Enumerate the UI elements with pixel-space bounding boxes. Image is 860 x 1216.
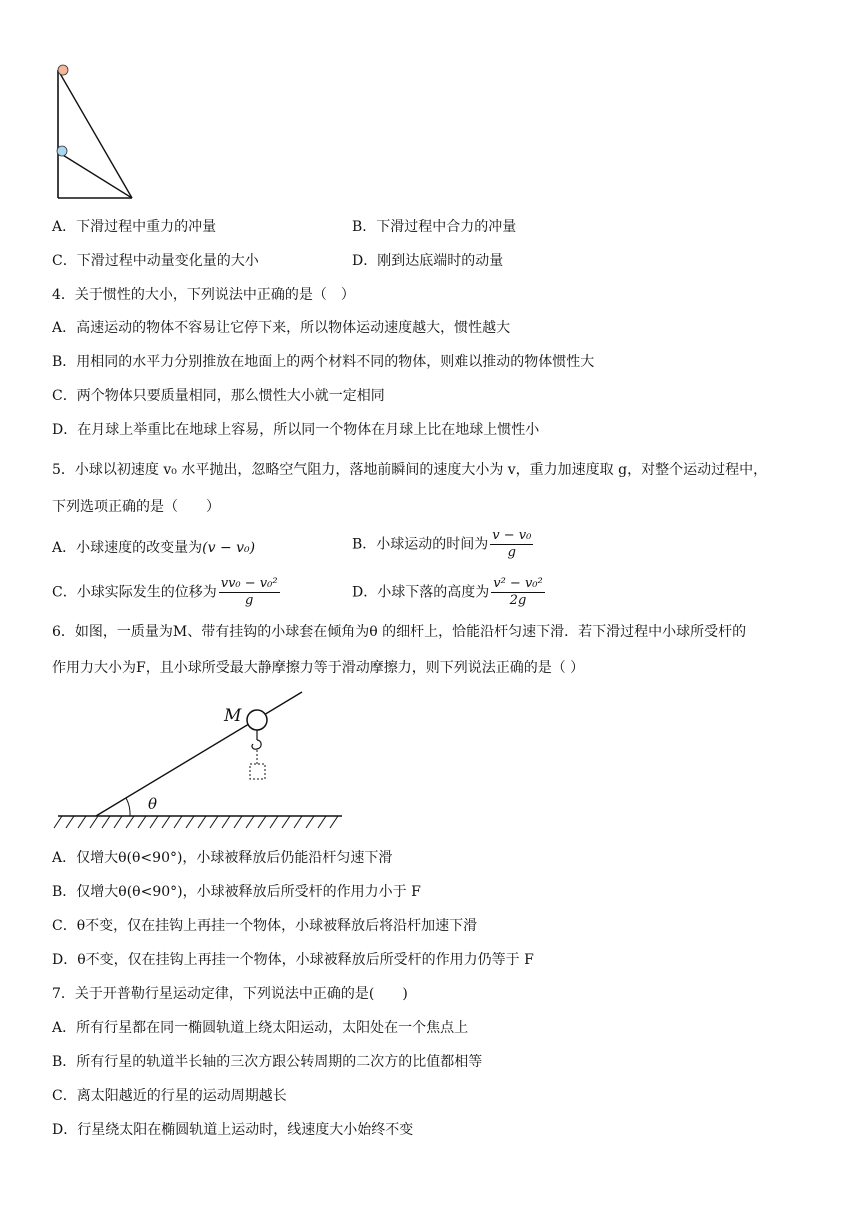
q5-option-c-text: C．小球实际发生的位移为 xyxy=(52,584,217,601)
q7-option-c: C．离太阳越近的行星的运动周期越长 xyxy=(52,1088,287,1104)
q5-option-c-fraction xyxy=(219,576,280,609)
q5-option-a-text: A．小球速度的改变量为 xyxy=(52,540,203,556)
q5-option-b-numerator: v − v₀ xyxy=(492,528,532,543)
q4-stem: 4．关于惯性的大小，下列说法中正确的是（ ） xyxy=(52,287,355,303)
q5-option-d-denominator: 2g xyxy=(509,593,527,608)
q5-option-c-numerator: vv₀ − v₀² xyxy=(220,576,278,591)
q7-option-b: B．所有行星的轨道半长轴的三次方跟公转周期的二次方的比值都相等 xyxy=(52,1054,483,1070)
q5-option-c-denominator: g xyxy=(244,593,254,608)
q6-option-a: A．仅增大θ(θ<90°)，小球被释放后仍能沿杆匀速下滑 xyxy=(52,850,393,866)
q7-stem: 7．关于开普勒行星运动定律，下列说法中正确的是( ) xyxy=(52,986,408,1002)
q6-incline-rod-figure xyxy=(50,688,350,834)
q5-option-b-denominator: g xyxy=(507,545,516,560)
q4-option-d: D．在月球上举重比在地球上容易，所以同一个物体在月球上比在地球上惯性小 xyxy=(52,422,540,438)
q6-option-b: B．仅增大θ(θ<90°)，小球被释放后所受杆的作用力小于 F xyxy=(52,884,421,900)
q6-stem-line1: 6．如图，一质量为M、带有挂钩的小球套在倾角为θ 的细杆上，恰能沿杆匀速下滑．若下滑过程中小球所受杆的 xyxy=(52,624,747,640)
q4-option-a: A．高速运动的物体不容易让它停下来，所以物体运动速度越大，惯性越大 xyxy=(52,320,511,336)
q5-option-d-fraction xyxy=(491,576,544,609)
q4-option-b: B．用相同的水平力分别推放在地面上的两个材料不同的物体，则难以推动的物体惯性大 xyxy=(52,354,595,370)
q6-option-c: C．θ不变，仅在挂钩上再挂一个物体，小球被释放后将沿杆加速下滑 xyxy=(52,918,478,934)
q5-option-d-text: D．小球下落的高度为 xyxy=(352,584,490,601)
q5-stem-line2: 下列选项正确的是（ ） xyxy=(52,499,220,515)
mass-m-label: M xyxy=(224,706,242,726)
q5-option-a-expr: (v − v₀) xyxy=(202,540,256,556)
q5-option-d xyxy=(352,576,545,609)
hook-icon xyxy=(252,740,261,749)
q3-option-c: C．下滑过程中动量变化量的大小 xyxy=(52,253,259,269)
q6-stem-line2: 作用力大小为F，且小球所受最大静摩擦力等于滑动摩擦力，则下列说法正确的是（ ） xyxy=(52,660,585,676)
angle-theta-label: θ xyxy=(148,795,158,813)
q7-option-d: D．行星绕太阳在椭圆轨道上运动时，线速度大小始终不变 xyxy=(52,1122,414,1138)
q3-option-a: A．下滑过程中重力的冲量 xyxy=(52,219,217,235)
q5-option-b xyxy=(352,528,533,561)
q5-option-a xyxy=(52,538,255,558)
q5-stem-line1: 5．小球以初速度 v₀ 水平抛出，忽略空气阻力，落地前瞬间的速度大小为 v，重力加速度取 g，对整个运动过程中， xyxy=(52,462,768,478)
q6-option-d: D．θ不变，仅在挂钩上再挂一个物体，小球被释放后所受杆的作用力仍等于 F xyxy=(52,952,534,968)
ball-top-icon xyxy=(58,65,68,75)
q3-option-d: D．刚到达底端时的动量 xyxy=(352,253,504,269)
q3-incline-figure xyxy=(50,60,140,202)
q5-option-b-fraction xyxy=(490,528,533,561)
q5-option-d-numerator: v² − v₀² xyxy=(493,576,543,591)
q5-option-b-text: B．小球运动的时间为 xyxy=(352,536,489,553)
q4-option-c: C．两个物体只要质量相同，那么惯性大小就一定相同 xyxy=(52,388,385,404)
q7-option-a: A．所有行星都在同一椭圆轨道上绕太阳运动，太阳处在一个焦点上 xyxy=(52,1020,469,1036)
ball-middle-icon xyxy=(57,146,67,156)
sliding-ball-icon xyxy=(247,710,267,730)
q5-option-c xyxy=(52,576,280,609)
q3-option-b: B．下滑过程中合力的冲量 xyxy=(352,219,517,235)
hanging-weight-icon xyxy=(250,764,265,779)
